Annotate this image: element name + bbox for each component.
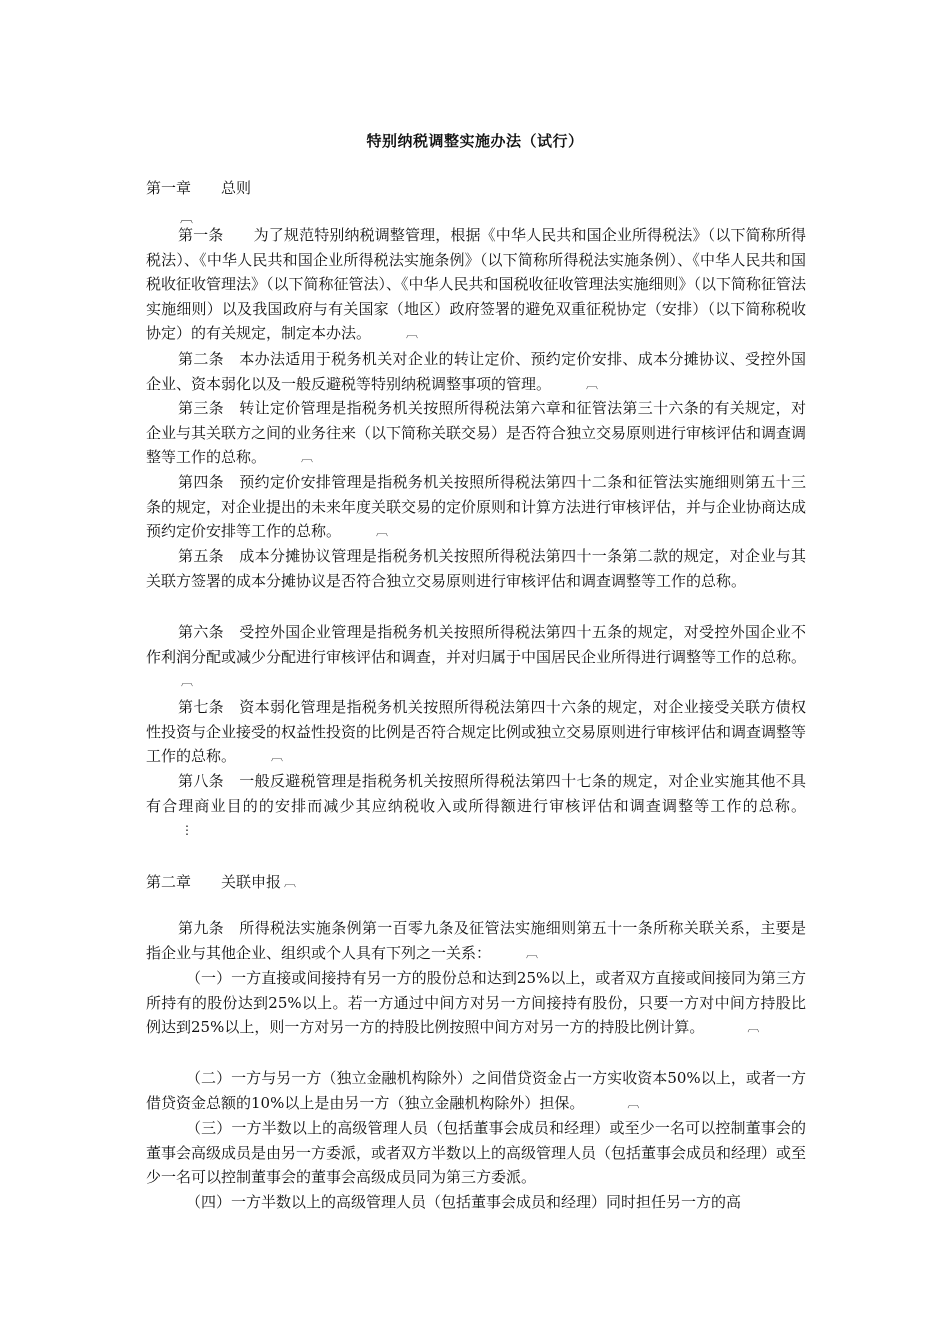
- clause-2: [146, 1066, 806, 1115]
- paragraph-mark: ︹: [526, 945, 539, 960]
- article-6: [146, 620, 806, 694]
- article-1: [146, 223, 806, 346]
- clause-1: [146, 966, 806, 1040]
- article-9: [146, 916, 806, 965]
- article-4: [146, 470, 806, 544]
- clause-4-text: （四）一方半数以上的高级管理人员（包括董事会成员和经理）同时担任另一方的高: [186, 1193, 742, 1211]
- clause-1-text: （一）一方直接或间接持有另一方的股份总和达到25%以上，或者双方直接或间接同为第三方所持有的股份达到25%以上。若一方通过中间方对另一方间接持有股份，只要一方对中间方持股比例达到25%以上，则一方对另一方的持股比例按照中间方对另一方的持股比例计算。: [146, 969, 806, 1036]
- chapter-2-heading: [146, 871, 296, 892]
- clause-3-text: （三）一方半数以上的高级管理人员（包括董事会成员和经理）或至少一名可以控制董事会的董事会高级成员是由另一方委派，或者双方半数以上的高级管理人员（包括董事会成员和经理）或至少一名可以控制董事会的董事会高级成员同为第三方委派。: [146, 1119, 807, 1186]
- paragraph-mark: ︹: [406, 326, 419, 340]
- article-1-text: 第一条 为了规范特别纳税调整管理，根据《中华人民共和国企业所得税法》（以下简称所得税法）、《中华人民共和国企业所得税法实施条例》（以下简称所得税法实施条例）、《中华人民共和国税收征收管理法》（以下简称征管法）、《中华人民共和国税收征收管理法实施细则》（以下简称征管法实施细则）以及我国政府与有关国家（地区）政府签署的避免双重征税协定（安排）（以下简称税收协定）的有关规定，制定本办法。: [146, 226, 807, 342]
- article-2: [146, 347, 806, 396]
- paragraph-mark: ⋮: [181, 823, 193, 837]
- article-7: [146, 695, 806, 769]
- document-title: 特别纳税调整实施办法（试行）: [366, 132, 584, 150]
- article-5: [146, 544, 806, 593]
- clause-2-text: （二）一方与另一方（独立金融机构除外）之间借贷资金占一方实收资本50%以上，或者一方借贷资金总额的10%以上是由另一方（独立金融机构除外）担保。: [146, 1069, 806, 1112]
- chapter-2-heading-text: 第二章 关联申报: [146, 873, 282, 891]
- paragraph-mark: ︹: [301, 450, 314, 464]
- paragraph-mark: ︹: [181, 674, 194, 688]
- article-3: [146, 396, 806, 470]
- article-6-text: 第六条 受控外国企业管理是指税务机关按照所得税法第四十五条的规定，对受控外国企业不作利润分配或减少分配进行审核评估和调查，并对归属于中国居民企业所得进行调整等工作的总称。: [146, 623, 807, 666]
- clause-3: [146, 1116, 806, 1190]
- paragraph-mark: ︹: [271, 749, 284, 763]
- paragraph-mark: ︹: [284, 875, 297, 889]
- paragraph-mark: ︹: [747, 1020, 760, 1034]
- paragraph-mark: ︹: [180, 211, 194, 226]
- article-8-text: 第八条 一般反避税管理是指税务机关按照所得税法第四十七条的规定，对企业实施其他不具有合理商业目的的安排而减少其应纳税收入或所得额进行审核评估和调查调整等工作的总称。: [146, 772, 806, 815]
- article-3-text: 第三条 转让定价管理是指税务机关按照所得税法第六章和征管法第三十六条的有关规定，对企业与其关联方之间的业务往来（以下简称关联交易）是否符合独立交易原则进行审核评估和调查调整等工作的总称。: [146, 399, 807, 466]
- article-7-text: 第七条 资本弱化管理是指税务机关按照所得税法第四十六条的规定，对企业接受关联方债权性投资与企业接受的权益性投资的比例是否符合规定比例或独立交易原则进行审核评估和调查调整等工作的总称。: [146, 698, 807, 765]
- article-9-text: 第九条 所得税法实施条例第一百零九条及征管法实施细则第五十一条所称关联关系，主要是指企业与其他企业、组织或个人具有下列之一关系：: [146, 919, 806, 962]
- article-8: [146, 769, 806, 843]
- chapter-1-heading: 第一章 总则: [146, 179, 252, 197]
- paragraph-mark: ︹: [627, 1095, 640, 1110]
- paragraph-mark: ︹: [586, 376, 599, 391]
- article-2-text: 第二条 本办法适用于税务机关对企业的转让定价、预约定价安排、成本分摊协议、受控外国企业、资本弱化以及一般反避税等特别纳税调整事项的管理。: [146, 350, 806, 393]
- paragraph-mark: ︹: [376, 524, 389, 538]
- article-4-text: 第四条 预约定价安排管理是指税务机关按照所得税法第四十二条和征管法实施细则第五十三条的规定，对企业提出的未来年度关联交易的定价原则和计算方法进行审核评估，并与企业协商达成预约定价安排等工作的总称。: [146, 473, 807, 540]
- article-5-text: 第五条 成本分摊协议管理是指税务机关按照所得税法第四十一条第二款的规定，对企业与其关联方签署的成本分摊协议是否符合独立交易原则进行审核评估和调查调整等工作的总称。: [146, 547, 806, 590]
- clause-4: [146, 1190, 806, 1215]
